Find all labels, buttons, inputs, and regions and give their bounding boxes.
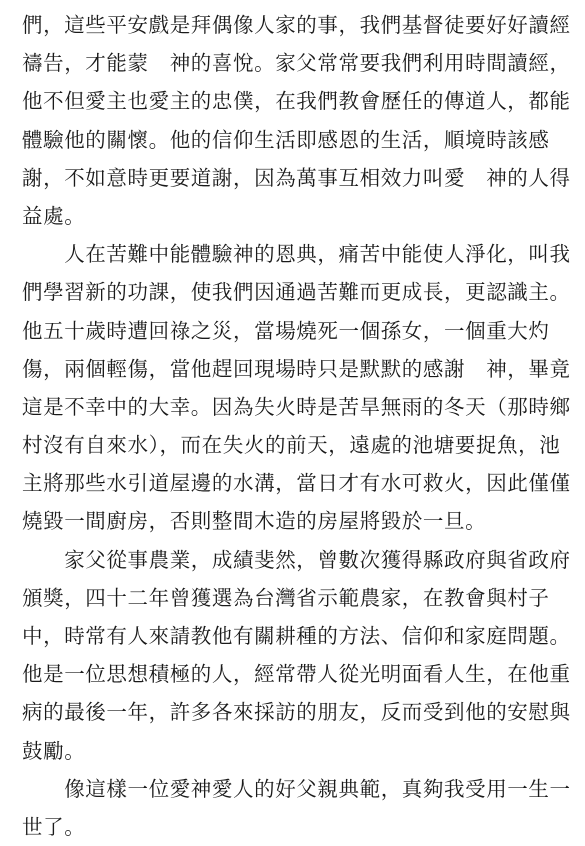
text-line: 頒獎，四十二年曾獲選為台灣省示範農家，在教會與村子 bbox=[22, 585, 550, 610]
text-line: 這是不幸中的大幸。因為失火時是苦旱無雨的冬天（那時鄉 bbox=[22, 394, 571, 419]
text-line: 鼓勵。 bbox=[22, 738, 86, 763]
text-line: 中，時常有人來請教他有關耕種的方法、信仰和家庭問題。 bbox=[22, 624, 571, 648]
text-line: 們，這些平安戲是拜偶像人家的事，我們基督徒要好好讀經 bbox=[22, 13, 571, 37]
text-line: 主將那些水引道屋邊的水溝，當日才有水可救火，因此僅僅 bbox=[22, 471, 571, 496]
text-line: 人在苦難中能體驗神的恩典，痛苦中能使人淨化，叫我 bbox=[22, 242, 571, 267]
text-line: 他是一位思想積極的人，經常帶人從光明面看人生，在他重 bbox=[22, 662, 571, 687]
text-line: 家父從事農業，成績斐然，曾數次獲得縣政府與省政府 bbox=[22, 547, 571, 572]
body-text bbox=[22, 6, 571, 839]
text-line: 們學習新的功課，使我們因通過苦難而更成長，更認識主。 bbox=[22, 280, 571, 305]
text-line: 病的最後一年，許多各來採訪的朋友，反而受到他的安慰與 bbox=[22, 700, 571, 725]
text-line: 他不但愛主也愛主的忠僕，在我們教會歷任的傳道人，都能 bbox=[22, 89, 571, 114]
text-line: 謝，不如意時更要道謝，因為萬事互相效力叫愛 神的人得 bbox=[22, 165, 571, 190]
text-line: 像這樣一位愛神愛人的好父親典範，真夠我受用一生一 bbox=[22, 776, 571, 801]
text-line: 世了。 bbox=[22, 814, 86, 839]
text-line: 體驗他的關懷。他的信仰生活即感恩的生活，順境時該感 bbox=[22, 127, 550, 152]
text-line: 禱告，才能蒙 神的喜悅。家父常常要我們利用時間讀經， bbox=[22, 51, 571, 76]
text-line: 燒毀一間廚房，否則整間木造的房屋將毀於一旦。 bbox=[22, 509, 487, 534]
text-line: 村沒有自來水），而在失火的前天，遠處的池塘要捉魚，池 bbox=[22, 433, 561, 458]
text-line: 傷，兩個輕傷，當他趕回現場時只是默默的感謝 神，畢竟 bbox=[22, 356, 571, 381]
text-line: 益處。 bbox=[22, 203, 86, 228]
text-line: 他五十歲時遭回祿之災，當場燒死一個孫女，一個重大灼 bbox=[22, 318, 550, 343]
